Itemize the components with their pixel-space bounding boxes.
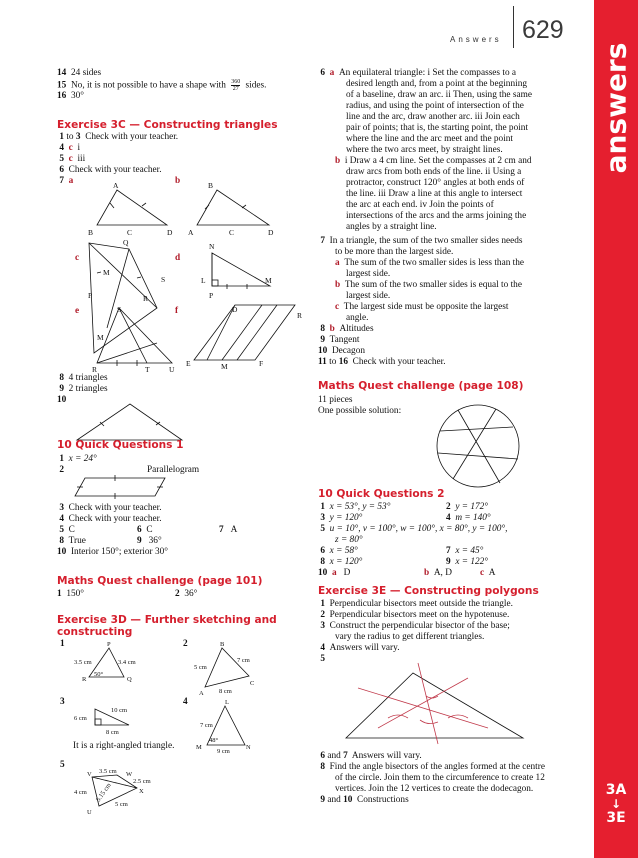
header-divider	[513, 6, 514, 48]
svg-text:1: 1	[60, 639, 65, 649]
svg-text:R: R	[143, 294, 149, 303]
svg-text:M: M	[265, 276, 272, 285]
svg-text:V: V	[87, 771, 92, 778]
svg-text:R: R	[92, 365, 98, 374]
svg-text:5: 5	[60, 760, 65, 770]
answer-line: 7 a	[59, 176, 74, 186]
svg-text:D: D	[268, 228, 274, 237]
svg-text:D: D	[232, 305, 238, 314]
svg-text:M: M	[196, 744, 202, 751]
svg-text:6 cm: 6 cm	[74, 715, 87, 722]
svg-text:c: c	[75, 253, 80, 263]
answer-line: 10	[57, 395, 67, 405]
svg-text:B: B	[220, 641, 225, 648]
tab-range-bottom: 3E	[606, 810, 626, 826]
svg-text:X: X	[139, 788, 144, 795]
answer-line: 6 Check with your teacher.	[59, 165, 162, 175]
svg-text:7 cm: 7 cm	[200, 722, 213, 729]
maths-quest-101-heading: Maths Quest challenge (page 101)	[57, 575, 263, 587]
svg-text:A: A	[188, 228, 194, 237]
svg-text:9 cm: 9 cm	[217, 748, 230, 755]
svg-text:5 cm: 5 cm	[115, 801, 128, 808]
svg-text:d: d	[175, 253, 181, 263]
svg-text:4 cm: 4 cm	[74, 789, 87, 796]
svg-text:L: L	[201, 276, 206, 285]
svg-text:M: M	[221, 362, 228, 371]
answer-line: 9 2 triangles	[59, 384, 108, 394]
svg-text:U: U	[87, 809, 92, 816]
exercise-3c-heading: Exercise 3C — Constructing triangles	[57, 119, 278, 131]
svg-text:7 cm: 7 cm	[237, 657, 250, 664]
textbook-page: Answers 629 answers 3A ↓ 3E 14 24 sides 15 No, it is not possible to have a shape with $\frac{360}{27}$ sides. 16 30° Exercise 3C — Constructing triangles 1 to 3 Check with your teacher. 4 c i 5 c iii 6 Check with your teacher. 7 a b A B C D B A C D Q M S R P N L P M c d e f S M R T U D R E M F 8 4 triangles 9 2 triangles 10 10 Quick Questions 1 1 x = 24° 2 Parallelogram 3 Check with your teacher. 4 Check with your teacher. 5 C 6 C 7 A 8 True 9 36° 10 Interior 150°; exterior 30° Maths Quest challenge (page 101) 1 150° 2 36° Exercise 3D — Further sketching and constructing 1 2 3 4 5 P R Q 3.5 cm 3.4 cm 50° B A C 5 cm 7 cm 8 cm 10 cm 6 cm 8 cm L M N 7 cm 9 cm 48° V W X U 3.5 cm 2.5 cm 4 cm 5 cm 5.15 cm It is a right-angled triangle. 6 a An equilateral triangle: i Set the compasses to a desired length and, from a point at the beginning of a baseline, draw an arc. ii Then, using the same radius, and using the point of intersection of the line and the arc, draw another arc. iii Join each pair of points; that is, the starting point, the point where the line and the arc meet and the point where the two arcs meet, by straight lines. b i Draw a 4 cm line. Set the compasses at 2 cm and draw arcs from both ends of the line. ii Using a protractor, construct 120° angles at both ends of the line. iii Draw a line at this angle to intersect the arc at each end. iv Join the points of intersections of the arcs and the arms joining the angles by a straight line. 7 In a triangle, the sum of the two smaller sides needs to be more than the largest side. a The sum of the two smaller sides is less than the largest side. b The sum of the two smaller sides is equal to the largest side. c The largest side must be opposite the largest angle. 8 b Altitudes 9 Tangent 10 Decagon 11 to 16 Check with your teacher. Maths Quest challenge (page 108) 11 pieces One possible solution: 10 Quick Questions 2 1 x = 53°, y = 53° 2 y = 172° 3 y = 120° 4 m = 140° 5 u = 10°, v = 100°, w = 100°, x = 80°, y = 100°, z = 80° 6 x = 58° 7 x = 45° 8 x = 120° 9 x = 122° 10 a D b A, D c A Exercise 3E — Constructing polygons 1 Perpendicular bisectors meet outside the triangle. 2 Perpendicular bisectors meet on the hypotenuse. 3 Construct the perpendicular bisector of the base; vary the radius to get different triangles. 4 Answers will vary. 5 6 and 7 Answers will vary. 8 Find the angle bisectors of the angles formed at the centre of the circle. Join them to the circumference to create 12 vertices. Join the 12 vertices to create the dodecagon. 9 and 10 Constructions	[0, 0, 638, 858]
answer-line: 16 30°	[57, 91, 84, 101]
svg-text:R: R	[297, 311, 303, 320]
svg-text:M: M	[97, 333, 104, 342]
svg-text:C: C	[127, 228, 133, 237]
quick-questions-2-heading: 10 Quick Questions 2	[318, 488, 445, 500]
svg-text:N: N	[246, 744, 251, 751]
svg-text:B: B	[88, 228, 94, 237]
svg-text:R: R	[82, 676, 87, 683]
tab-range-top: 3A	[605, 782, 627, 798]
answer-line: 8 4 triangles	[59, 373, 108, 383]
svg-text:Q: Q	[127, 676, 132, 683]
svg-text:E: E	[186, 359, 191, 368]
svg-text:W: W	[126, 771, 133, 778]
answer-line: 2	[59, 465, 64, 475]
svg-text:B: B	[208, 183, 214, 190]
svg-text:S: S	[161, 275, 166, 284]
answer-line: 15 No, it is not possible to have a shape with $\frac{360}{27}$ sides.	[57, 79, 267, 92]
answer-line: 5 C	[59, 525, 75, 535]
svg-text:3.5 cm: 3.5 cm	[99, 768, 117, 775]
svg-text:P: P	[209, 291, 214, 300]
svg-text:C: C	[229, 228, 235, 237]
svg-text:Q: Q	[123, 238, 129, 247]
page-number: 629	[522, 16, 564, 44]
arrow-down-icon: ↓	[610, 797, 622, 811]
svg-text:10 cm: 10 cm	[111, 707, 128, 714]
answer-line: 10 Interior 150°; exterior 30°	[57, 547, 168, 557]
svg-text:F: F	[259, 359, 264, 368]
svg-text:T: T	[145, 365, 150, 374]
svg-text:M: M	[103, 268, 110, 277]
svg-text:3.5 cm: 3.5 cm	[74, 659, 92, 666]
answers-side-tab	[594, 0, 638, 858]
maths-quest-108-heading: Maths Quest challenge (page 108)	[318, 380, 524, 392]
answer-line: 3 Check with your teacher.	[59, 503, 162, 513]
svg-text:C: C	[250, 680, 255, 687]
answer-line: 14 24 sides	[57, 68, 102, 78]
svg-text:8 cm: 8 cm	[219, 688, 232, 695]
answer-line: It is a right-angled triangle.	[73, 741, 175, 751]
svg-text:S: S	[117, 305, 122, 314]
svg-text:48°: 48°	[209, 737, 219, 744]
answer-line: Parallelogram	[147, 465, 200, 475]
svg-text:8 cm: 8 cm	[106, 729, 119, 736]
answer-line: 4 Check with your teacher.	[59, 514, 162, 524]
svg-text:A: A	[199, 690, 204, 697]
svg-text:U: U	[169, 365, 175, 374]
q7-figures	[57, 183, 309, 383]
answer-line: 1 150°	[57, 589, 84, 599]
circle-pieces-figure	[428, 401, 528, 491]
answer-line: 1 to 3 Check with your teacher.	[59, 132, 179, 142]
svg-text:e: e	[75, 306, 80, 316]
answer-line: 1 x = 24°	[59, 454, 97, 464]
exercise-3d-heading: Exercise 3D — Further sketching and	[57, 614, 277, 626]
svg-text:3.4 cm: 3.4 cm	[118, 659, 136, 666]
svg-text:5 cm: 5 cm	[194, 664, 207, 671]
svg-text:2.5 cm: 2.5 cm	[133, 778, 151, 785]
quick-questions-1-heading: 10 Quick Questions 1	[57, 439, 184, 451]
svg-text:50°: 50°	[94, 671, 104, 678]
svg-text:P: P	[107, 641, 111, 648]
svg-text:3: 3	[60, 697, 65, 707]
part-label: b	[175, 176, 181, 186]
perpendicular-bisector-figure	[338, 658, 538, 746]
exercise-3d-heading-cont: constructing	[57, 626, 133, 638]
svg-text:4: 4	[183, 697, 188, 707]
tab-title: answers	[599, 42, 633, 174]
svg-text:N: N	[209, 242, 215, 251]
svg-text:2: 2	[183, 639, 188, 649]
svg-text:5.15 cm: 5.15 cm	[94, 781, 113, 804]
parallelogram-figure	[67, 474, 197, 500]
fraction: $\frac{360}{27}$	[231, 79, 241, 92]
svg-text:f: f	[175, 306, 179, 316]
svg-text:L: L	[225, 699, 229, 706]
svg-text:P: P	[88, 291, 93, 300]
answer-line: 4 c i	[59, 143, 81, 153]
tab-range	[594, 782, 638, 826]
answer-line: 5 c iii	[59, 154, 86, 164]
point-label: A	[113, 183, 119, 190]
section-word: Answers	[450, 35, 502, 44]
svg-text:D: D	[167, 228, 173, 237]
exercise-3e-heading: Exercise 3E — Constructing polygons	[318, 585, 539, 597]
answer-line: 8 True	[59, 536, 86, 546]
